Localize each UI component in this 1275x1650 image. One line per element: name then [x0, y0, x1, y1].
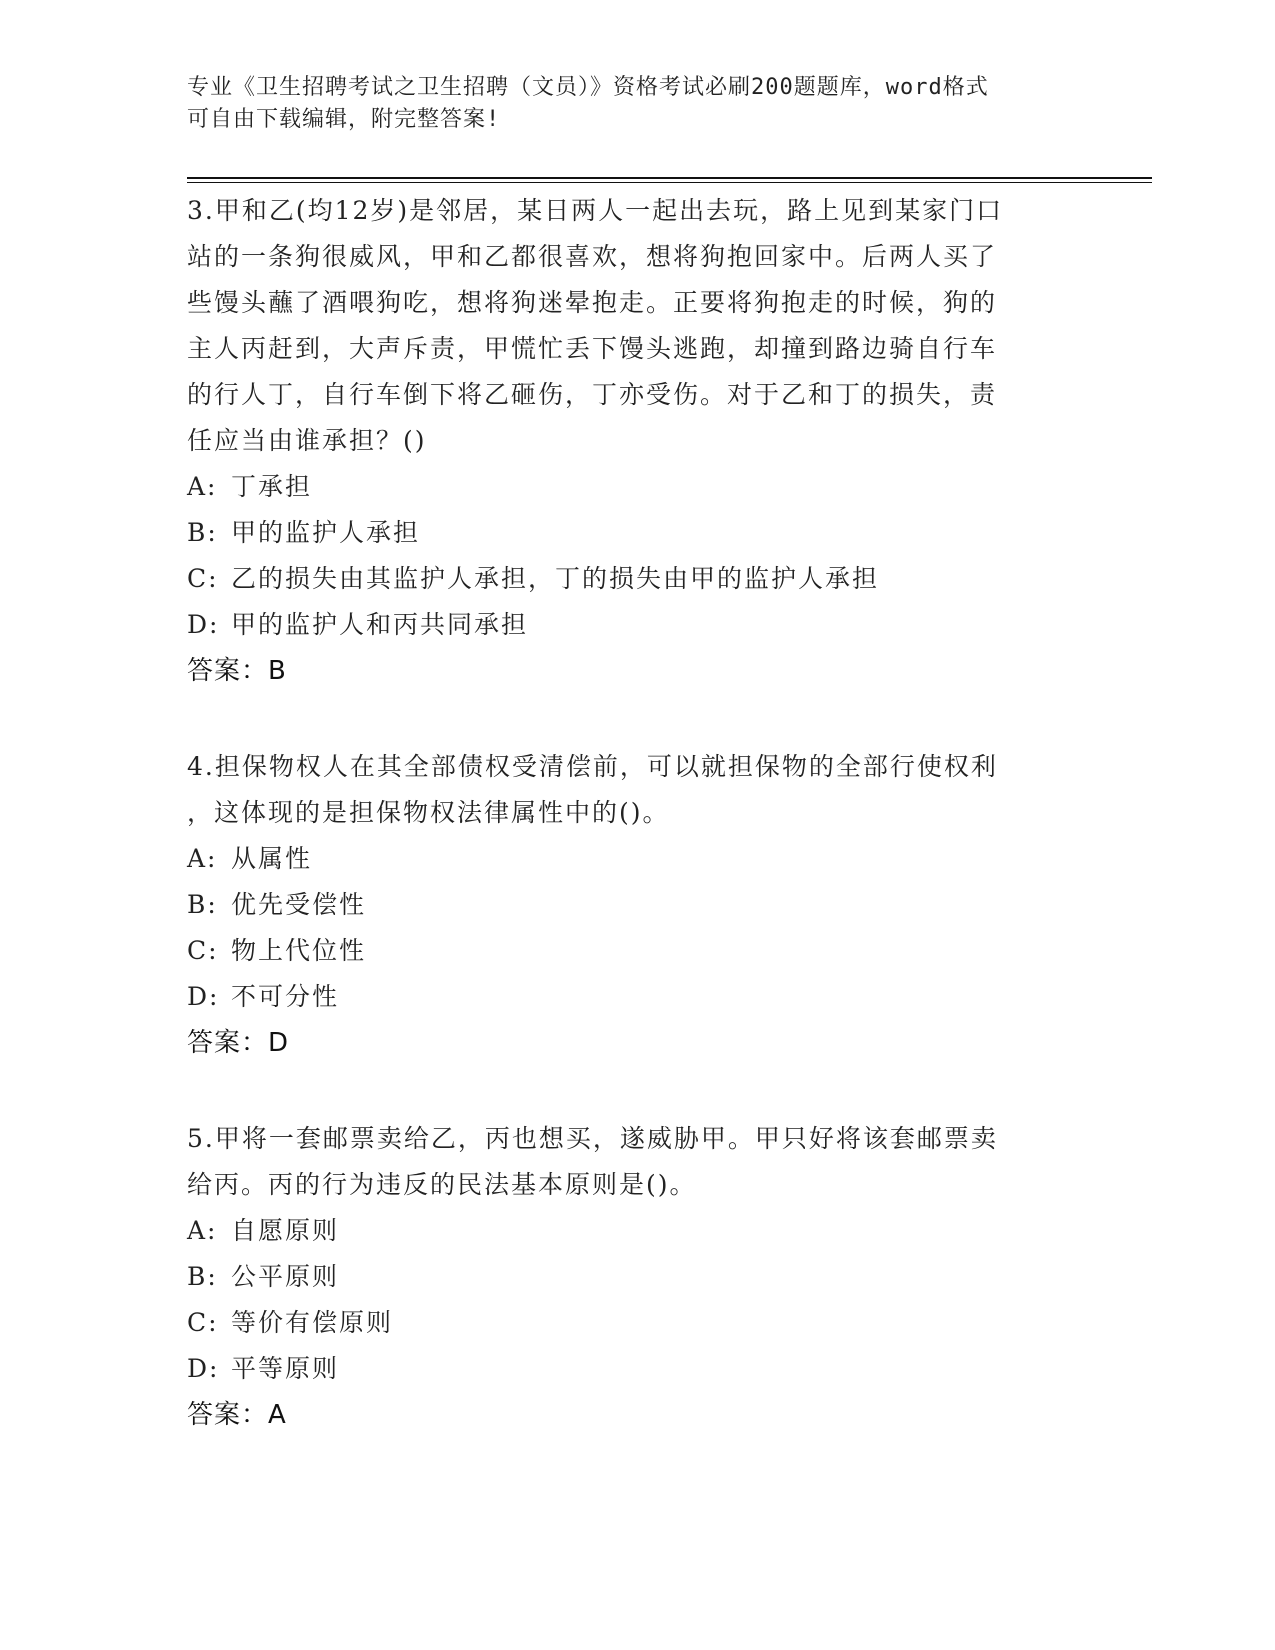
question-text-line: 主人丙赶到，大声斥责，甲慌忙丢下馒头逃跑，却撞到路边骑自行车 — [187, 334, 998, 363]
question-text-line: 站的一条狗很威风，甲和乙都很喜欢，想将狗抱回家中。后两人买了 — [187, 242, 998, 271]
option-b — [187, 1254, 1087, 1300]
option-d — [187, 1346, 1087, 1392]
option-text: 公平原则 — [231, 1262, 340, 1291]
option-letter: C: — [187, 564, 219, 593]
option-c — [187, 928, 1087, 974]
question-text-line: 5.甲将一套邮票卖给乙，丙也想买，遂威胁甲。甲只好将该套邮票卖 — [187, 1124, 998, 1153]
option-a — [187, 836, 1087, 882]
header-title-line-2: 可自由下载编辑，附完整答案! — [187, 107, 501, 132]
option-d — [187, 974, 1087, 1020]
header-title-line-1: 专业《卫生招聘考试之卫生招聘（文员）》资格考试必刷200题题库，word格式 — [187, 75, 989, 100]
option-text: 等价有偿原则 — [231, 1308, 394, 1337]
question-text-line: 4.担保物权人在其全部债权受清偿前，可以就担保物的全部行使权利 — [187, 752, 998, 781]
option-letter: A: — [187, 1216, 218, 1245]
option-c — [187, 556, 1087, 602]
header-divider-thin — [187, 182, 1152, 183]
option-b — [187, 882, 1087, 928]
header-divider-thick — [187, 177, 1152, 179]
option-text: 不可分性 — [231, 982, 340, 1011]
option-letter: B: — [187, 518, 218, 547]
question-5 — [187, 1116, 1087, 1438]
option-letter: A: — [187, 472, 218, 501]
option-text: 平等原则 — [231, 1354, 340, 1383]
option-letter: D: — [187, 610, 220, 639]
option-letter: D: — [187, 982, 220, 1011]
option-letter: C: — [187, 1308, 219, 1337]
question-text-line: 些馒头蘸了酒喂狗吃，想将狗迷晕抱走。正要将狗抱走的时候，狗的 — [187, 288, 998, 317]
option-text: 优先受偿性 — [231, 890, 367, 919]
answer-label: 答案：A — [187, 1400, 287, 1430]
option-letter: B: — [187, 1262, 218, 1291]
option-text: 从属性 — [231, 844, 313, 873]
answer-label: 答案：B — [187, 656, 287, 686]
option-a — [187, 1208, 1087, 1254]
option-text: 物上代位性 — [231, 936, 367, 965]
option-a — [187, 464, 1087, 510]
option-text: 甲的监护人承担 — [231, 518, 421, 547]
question-3 — [187, 188, 1087, 694]
option-d — [187, 602, 1087, 648]
option-letter: B: — [187, 890, 218, 919]
question-text-line: 给丙。丙的行为违反的民法基本原则是()。 — [187, 1170, 697, 1199]
question-text-line: 3.甲和乙(均12岁)是邻居，某日两人一起出去玩，路上见到某家门口 — [187, 196, 1004, 225]
option-letter: D: — [187, 1354, 220, 1383]
question-4 — [187, 744, 1087, 1066]
option-letter: C: — [187, 936, 219, 965]
option-c — [187, 1300, 1087, 1346]
answer-label: 答案：D — [187, 1028, 290, 1058]
option-text: 丁承担 — [231, 472, 313, 501]
document-header — [187, 72, 1087, 136]
option-text: 乙的损失由其监护人承担，丁的损失由甲的监护人承担 — [231, 564, 880, 593]
question-text-line: 的行人丁，自行车倒下将乙砸伤，丁亦受伤。对于乙和丁的损失，责 — [187, 380, 998, 409]
option-b — [187, 510, 1087, 556]
question-text-line: ，这体现的是担保物权法律属性中的()。 — [187, 798, 670, 827]
question-text-line: 任应当由谁承担？() — [187, 426, 427, 455]
option-letter: A: — [187, 844, 218, 873]
question-list — [187, 188, 1087, 1488]
option-text: 甲的监护人和丙共同承担 — [231, 610, 529, 639]
option-text: 自愿原则 — [231, 1216, 340, 1245]
